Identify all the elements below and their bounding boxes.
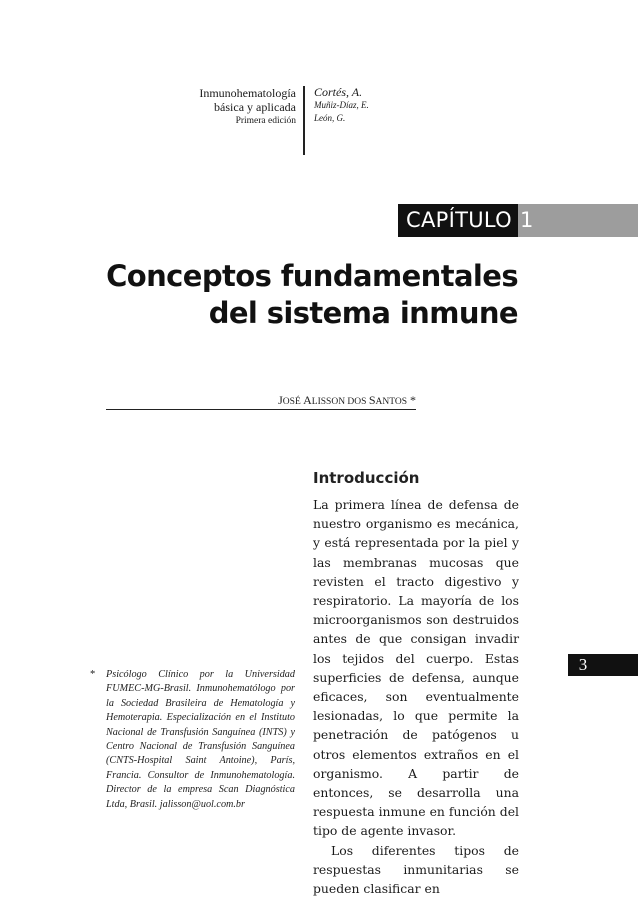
book-title-line2: básica y aplicada <box>214 100 296 114</box>
author-initial-2: A <box>303 393 312 407</box>
chapter-title <box>106 258 518 332</box>
chapter-label: CAPÍTULO <box>406 208 512 232</box>
chapter-number: 1 <box>520 208 534 232</box>
page-number: 3 <box>578 655 588 674</box>
book-author-2: Muñiz-Díaz, E. <box>314 100 369 110</box>
body-text <box>313 495 519 898</box>
footnote-marker: * <box>90 669 96 680</box>
chapter-author <box>278 393 416 408</box>
book-author-3: León, G. <box>314 113 346 123</box>
author-footnote-marker: * <box>410 393 416 407</box>
book-title-line1: Inmunohematología <box>199 86 296 100</box>
chapter-title-line2: del sistema inmune <box>208 296 518 330</box>
body-paragraph-2: Los diferentes tipos de respuestas inmunitarias se pueden clasificar en <box>313 842 519 897</box>
chapter-title-line1: Conceptos fundamentales <box>106 259 518 293</box>
chapter-banner-gray <box>518 204 638 237</box>
author-initial-1: J <box>278 393 283 407</box>
footnote-text: Psicólogo Clínico por la Universidad FUMEC-MG-Brasil. Inmunohematólogo por la Sociedad Brasileira de Hematología y Hemoterapia. Especialización en el Instituto Nacional de Transfusión Sanguínea (INTS) y Centro Nacional de Transfusión Sanguínea (CNTS-Hospital Saint Antoine), París, Francia. Consultor de Inmunohematología. Director de la empresa Scan Diagnóstica Ltda, Brasil. jalisson@uol.com.br <box>106 669 295 810</box>
author-part-1: OSÉ <box>282 397 304 407</box>
author-part-2: LISSON DOS <box>311 397 369 407</box>
edition-label: Primera edición <box>235 116 296 126</box>
running-header-book <box>199 86 296 128</box>
body-paragraph-1: La primera línea de defensa de nuestro organismo es mecánica, y está representada por la piel y las membranas mucosas que revisten el tracto digestivo y respiratorio. La mayoría de los microorganismos son destruidos antes de que consigan invadir los tejidos del cuerpo. Estas superficies de defensa, aunque eficaces, son eventualmente lesionadas, lo que permite la penetración de patógenos u otros elementos extraños en el organismo. A partir de entonces, se desarrolla una respuesta inmune en función del tipo de agente invasor. <box>313 497 519 839</box>
author-initial-3: S <box>368 393 376 407</box>
running-header-authors <box>314 86 369 125</box>
author-rule <box>106 409 416 410</box>
header-divider <box>303 86 305 155</box>
book-author-1: Cortés, A. <box>314 85 363 99</box>
section-heading: Introducción <box>313 469 420 487</box>
author-part-3: ANTOS <box>375 397 407 407</box>
